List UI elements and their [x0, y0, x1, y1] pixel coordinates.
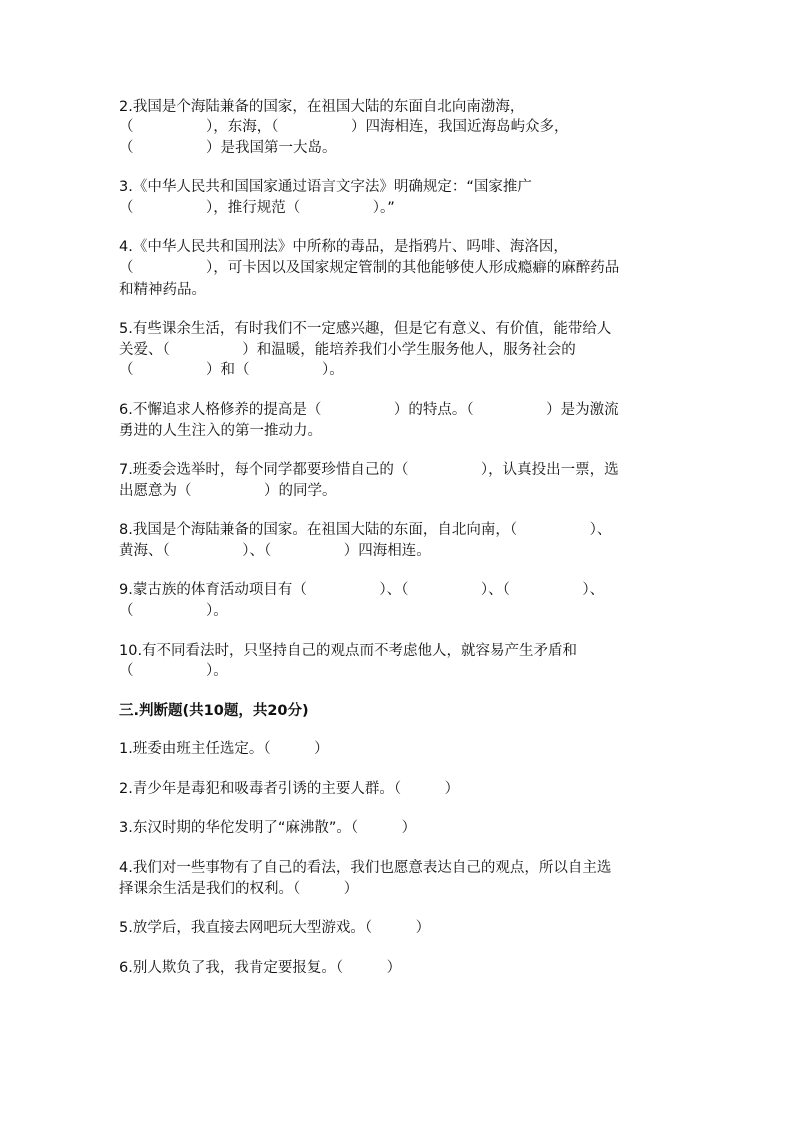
question-line: 3.东汉时期的华佗发明了“麻沸散”。（ ） — [119, 820, 417, 836]
question-line: （ ），可卡因以及国家规定管制的其他能够使人形成瘾癖的麻醉药品 — [119, 260, 620, 276]
question-line: 1.班委由班主任选定。（ ） — [119, 741, 329, 757]
question-line: 出愿意为（ ）的同学。 — [119, 483, 337, 499]
section-heading: 三.判断题(共10题，共20分) — [119, 703, 309, 719]
question-line: 8.我国是个海陆兼备的国家。在祖国大陆的东面，自北向南，（ ）、 — [119, 522, 612, 538]
question-line: 2.青少年是毒犯和吸毒者引诱的主要人群。（ ） — [119, 781, 460, 797]
question-line: 4.我们对一些事物有了自己的看法，我们也愿意表达自己的观点，所以自主选 — [119, 860, 612, 876]
question-line: 5.有些课余生活，有时我们不一定感兴趣，但是它有意义、有价值，能带给人 — [119, 321, 612, 337]
question-line: 黄海、（ ）、（ ）四海相连。 — [119, 543, 431, 559]
question-line: 择课余生活是我们的权利。（ ） — [119, 881, 359, 897]
question-line: 6.不懈追求人格修养的提高是（ ）的特点。（ ）是为激流 — [119, 402, 619, 418]
question-line: （ ），东海，（ ）四海相连，我国近海岛屿众多， — [119, 119, 569, 135]
question-line: （ ）和（ ）。 — [119, 362, 344, 378]
question-line: （ ）。 — [119, 663, 228, 679]
question-line: 4.《中华人民共和国刑法》中所称的毒品，是指鸦片、吗啡、海洛因， — [119, 239, 568, 255]
question-line: 关爱、（ ）和温暖，能培养我们小学生服务他人，服务社会的 — [119, 342, 576, 358]
question-line: 10.有不同看法时，只坚持自己的观点而不考虑他人，就容易产生矛盾和 — [119, 643, 578, 659]
question-line: （ ）是我国第一大岛。 — [119, 140, 337, 156]
question-line: 2.我国是个海陆兼备的国家，在祖国大陆的东面自北向南渤海， — [119, 99, 525, 115]
question-line: 5.放学后，我直接去网吧玩大型游戏。（ ） — [119, 920, 431, 936]
question-line: （ ），推行规范（ ）。” — [119, 200, 395, 216]
question-line: 勇进的人生注入的第一推动力。 — [119, 423, 322, 439]
question-line: 6.别人欺负了我，我肯定要报复。（ ） — [119, 960, 402, 976]
question-line: （ ）。 — [119, 603, 228, 619]
question-line: 3.《中华人民共和国国家通过语言文字法》明确规定：“国家推广 — [119, 179, 532, 195]
question-line: 7.班委会选举时，每个同学都要珍惜自己的（ ），认真投出一票，选 — [119, 462, 619, 478]
question-line: 9.蒙古族的体育活动项目有（ ）、（ ）、（ ）、 — [119, 582, 605, 598]
question-line: 和精神药品。 — [119, 282, 206, 298]
